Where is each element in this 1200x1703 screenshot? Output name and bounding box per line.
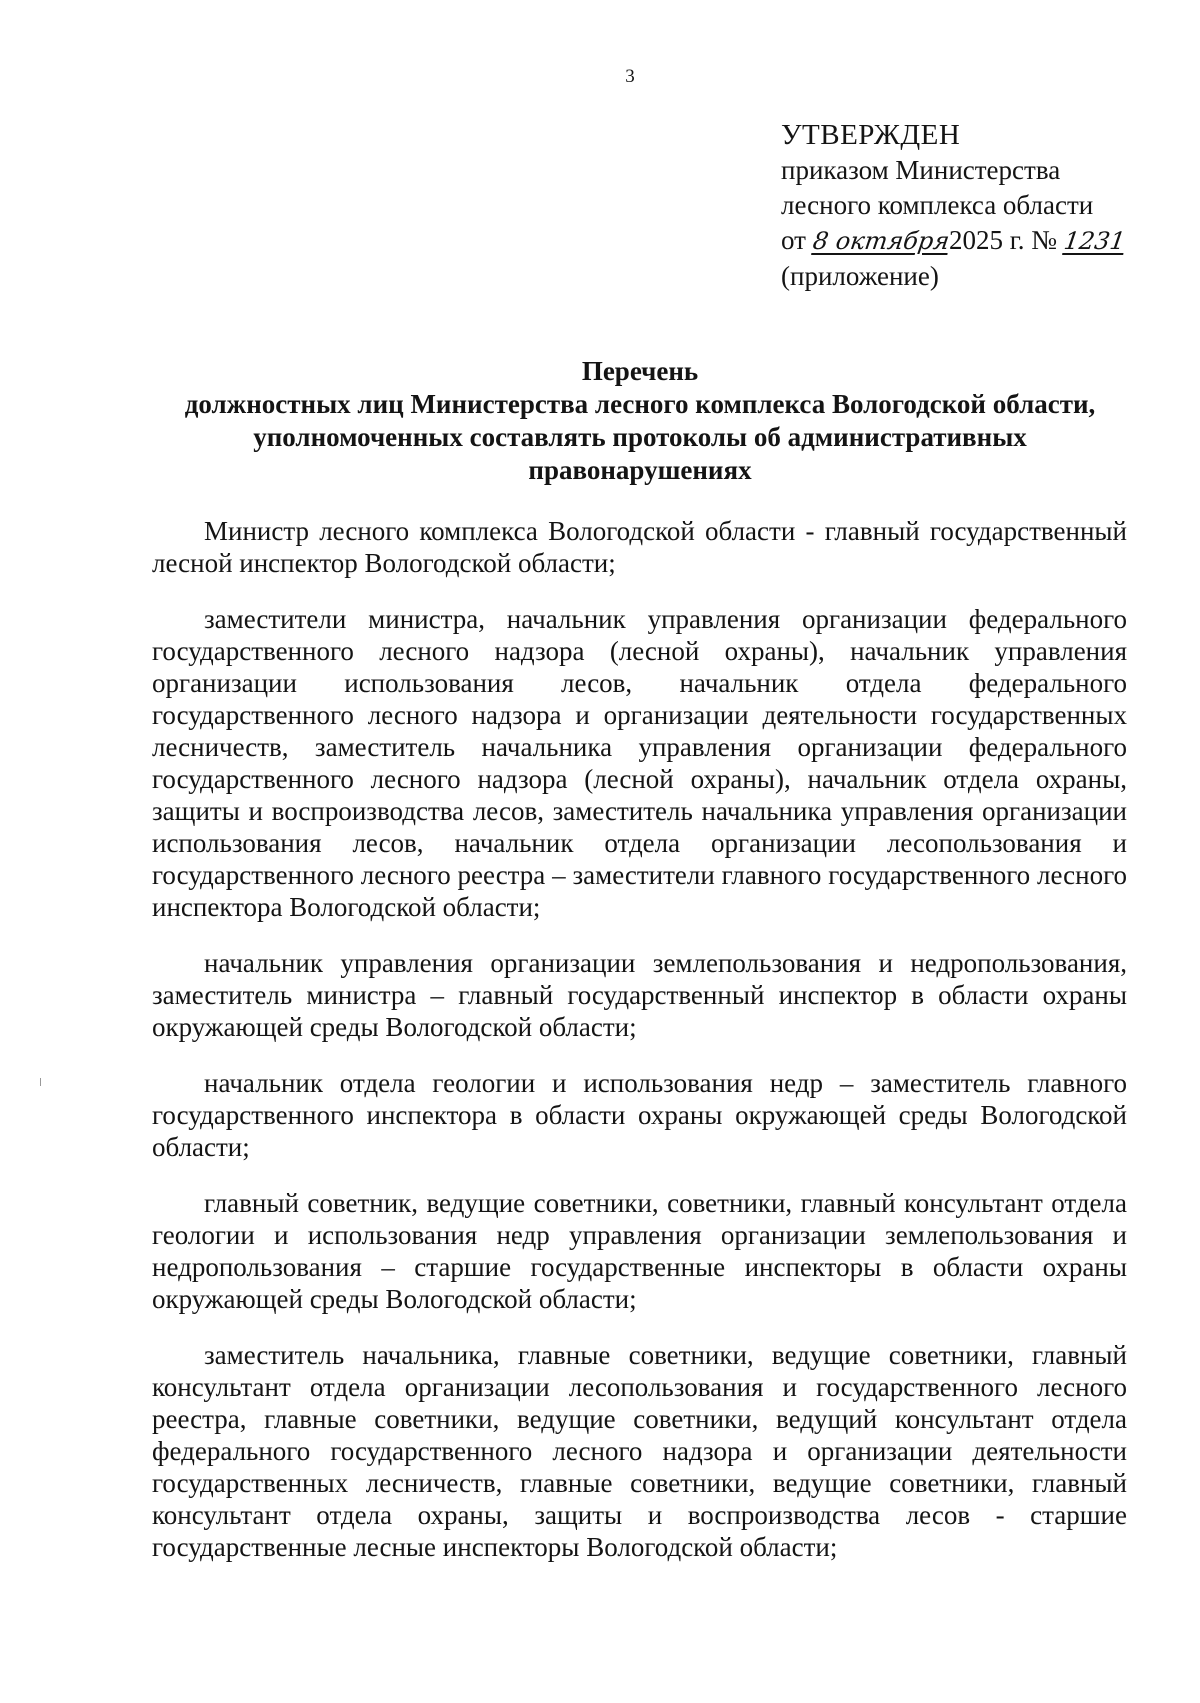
date-prefix: от [781,225,806,255]
page-number: 3 [625,66,635,87]
handwritten-number: 1231 [1061,227,1127,255]
approval-date-line [781,223,1181,259]
date-year: 2025 г. № [948,225,1057,255]
title-line-2: должностных лиц Министерства лесного комплекса Вологодской области, [184,389,1096,419]
title-line-3: уполномоченных составлять протоколы об административных [253,422,1027,452]
approval-block [781,118,1181,294]
approval-line-2: лесного комплекса области [781,190,1094,220]
document-body [152,515,1127,1587]
paragraph: Министр лесного комплекса Вологодской области - главный государственный лесной инспектор Вологодской области; [152,516,1127,578]
margin-mark [40,1078,41,1086]
title-line-4: правонарушениях [528,455,752,485]
paragraph: начальник управления организации землепользования и недропользования, заместитель министра – главный государственный инспектор в области охраны окружающей среды Вологодской области; [152,948,1127,1042]
handwritten-date: 8 октября [810,227,951,255]
document-title [150,355,1130,487]
approval-heading: УТВЕРЖДЕН [781,119,961,151]
paragraph: начальник отдела геологии и использования недр – заместитель главного государственного инспектора в области охраны окружающей среды Вологодской области; [152,1068,1127,1162]
approval-line-1: приказом Министерства [781,155,1061,185]
paragraph: заместители министра, начальник управления организации федерального государственного лесного надзора (лесной охраны), начальник управления организации использования лесов, начальник отдела федерального государственного лесного надзора и организации деятельности государственных лесничеств, заместитель начальника управления организации федерального государственного лесного надзора (лесной охраны), начальник отдела охраны, защиты и воспроизводства лесов, заместитель начальника управления организации использования лесов, начальник отдела организации лесопользования и государственного лесного реестра – заместители главного государственного лесного инспектора Вологодской области; [152,604,1127,922]
approval-appendix: (приложение) [781,261,939,291]
title-line-1: Перечень [581,356,699,386]
paragraph: главный советник, ведущие советники, советники, главный консультант отдела геологии и использования недр управления организации землепользования и недропользования – старшие государственные инспекторы в области охраны окружающей среды Вологодской области; [152,1188,1127,1314]
paragraph: заместитель начальника, главные советники, ведущие советники, главный консультант отдела организации лесопользования и государственного лесного реестра, главные советники, ведущие советники, ведущий консультант отдела федерального государственного лесного надзора и организации деятельности государственных лесничеств, главные советники, ведущие советники, главный консультант отдела охраны, защиты и воспроизводства лесов - старшие государственные лесные инспекторы Вологодской области; [152,1340,1127,1562]
